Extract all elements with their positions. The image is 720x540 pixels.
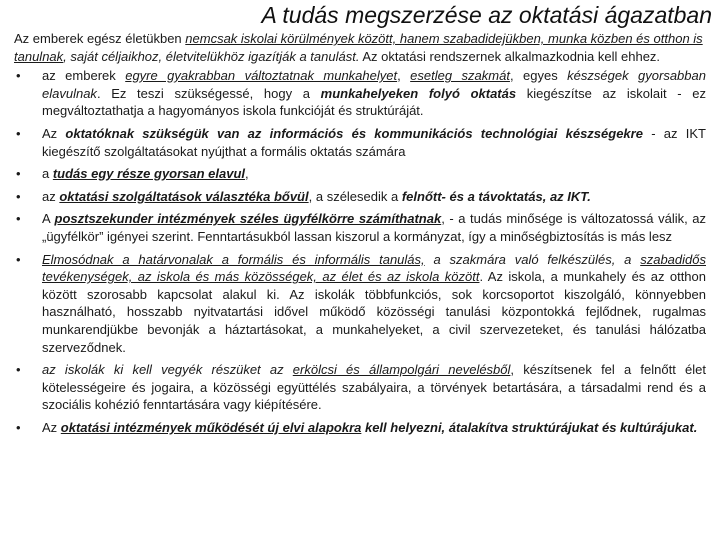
bullet-text: kell helyezni, átalakítva struktúrájukat és kultúrájukat. <box>361 419 698 435</box>
bullet-text: munkahelyeken folyó oktatás <box>320 85 517 101</box>
bullet-icon: • <box>16 68 21 84</box>
bullet-text: , <box>245 166 249 182</box>
bullet-item-ikt-skills <box>14 125 706 160</box>
bullet-text: Az <box>42 125 66 141</box>
bullet-text: , <box>397 68 411 84</box>
bullet-icon: • <box>16 251 21 267</box>
bullet-icon: • <box>16 125 21 141</box>
bullet-text: erkölcsi és állampolgári nevelésből <box>292 362 511 378</box>
bullet-item-services-expand <box>14 188 706 206</box>
bullet-text: - az IKT kiegészítő szolgáltatásokat nyújthat a formális oktatás számára <box>42 125 706 159</box>
bullet-text: posztszekunder intézmények széles ügyfélkörre számíthatnak <box>54 211 442 227</box>
bullet-text: , egyes <box>509 68 568 84</box>
bullet-icon: • <box>16 419 21 435</box>
intro-paragraph <box>14 30 706 65</box>
bullet-text: a szakmára való felkészülés, a <box>424 251 641 267</box>
bullet-icon: • <box>16 362 21 378</box>
bullet-text: készségek gyorsabban elavulnak <box>42 68 706 101</box>
bullet-text: az iskolák ki kell vegyék részüket az <box>42 362 293 378</box>
bullet-text: . Ez teszi szükségessé, hogy a <box>96 85 321 101</box>
bullet-text: felnőtt- és a távoktatás, az IKT. <box>401 188 591 204</box>
bullet-icon: • <box>16 166 21 182</box>
bullet-text: oktatóknak szükségük van az információs és kommunikációs technológiai készségekre <box>65 125 643 141</box>
bullet-text: , a szélesedik a <box>308 188 402 204</box>
bullet-text: Az <box>42 419 61 435</box>
bullet-text: az emberek <box>42 68 126 84</box>
slide-title: A tudás megszerzése az oktatási ágazatban <box>261 2 712 28</box>
bullet-text: . Az iskola, a munkahely és az otthon között szorosabb kapcsolat alakul ki. Az iskolák többfunkciós, sok korcsoportot kiszolgáló, könnyebben használható, hosszabb nyitvatartási idővel működő közösségi tanulási központokká fejlődnek, rugalmas munkarendjükbe bevonják a háztartásokat, a munkahelyeket, a civil szervezeteket, és tanulási hálózatba szerveződnek. <box>42 269 706 355</box>
bullet-item-postsecondary <box>14 210 706 245</box>
bullet-text: esetleg szakmát <box>410 68 510 84</box>
bullet-item-boundaries <box>14 251 706 357</box>
bullet-text: oktatási szolgáltatások választéka bővül <box>59 188 309 204</box>
bullet-text: a <box>42 166 53 182</box>
bullet-text: , készítsenek fel a felnőtt élet kötelességeire és jogaira, a közösségi együttélés szabályaira, a törvények betartására, a társadalmi rend és a szociális kohézió fenntartására vagy kiépítésére. <box>42 362 706 413</box>
intro-text-4: Az oktatási rendszernek alkalmazkodnia kell ehhez. <box>359 48 661 64</box>
bullet-item-job-change <box>14 67 706 120</box>
bullet-text: , - a tudás minősége is változatossá válik, az „ügyfélkör” igényei szerint. Fenntartásukból lassan kiszorul a kormányzat, így a minőségbiztosítás is más lesz <box>42 211 706 244</box>
bullet-icon: • <box>16 188 21 204</box>
intro-text-3: , saját céljaikhoz, életvitelükhöz igazítják a tanulást. <box>63 48 360 64</box>
bullet-item-civic-education <box>14 361 706 414</box>
intro-text-1: Az emberek egész életükben <box>14 31 186 46</box>
bullet-text: kiegészítse az iskolait - ez megváltoztathatja a hagyományos iskola funkcióját és struktúráját. <box>42 85 706 119</box>
bullet-text: egyre gyakrabban változtatnak munkahelyet <box>125 68 398 84</box>
bullet-text: Elmosódnak a határvonalak a formális és informális tanulás, <box>42 251 425 267</box>
bullet-item-new-principles <box>14 419 706 437</box>
intro-text-2: nemcsak iskolai körülmények között, hanem szabadidejükben, munka közben és otthon is tanulnak <box>14 31 703 64</box>
bullet-item-knowledge-obsolete <box>14 165 706 183</box>
bullet-icon: • <box>16 211 21 227</box>
bullet-text: szabadidős tevékenységek, az iskola és más közösségek, az élet és az iskola között <box>42 251 706 285</box>
bullet-text: oktatási intézmények működését új elvi alapokra <box>60 419 362 435</box>
slide-body <box>14 30 706 441</box>
bullet-text: tudás egy része gyorsan elavul <box>52 166 246 182</box>
bullet-text: A <box>42 211 55 227</box>
bullet-text: az <box>42 188 60 204</box>
bullet-list <box>14 67 706 436</box>
